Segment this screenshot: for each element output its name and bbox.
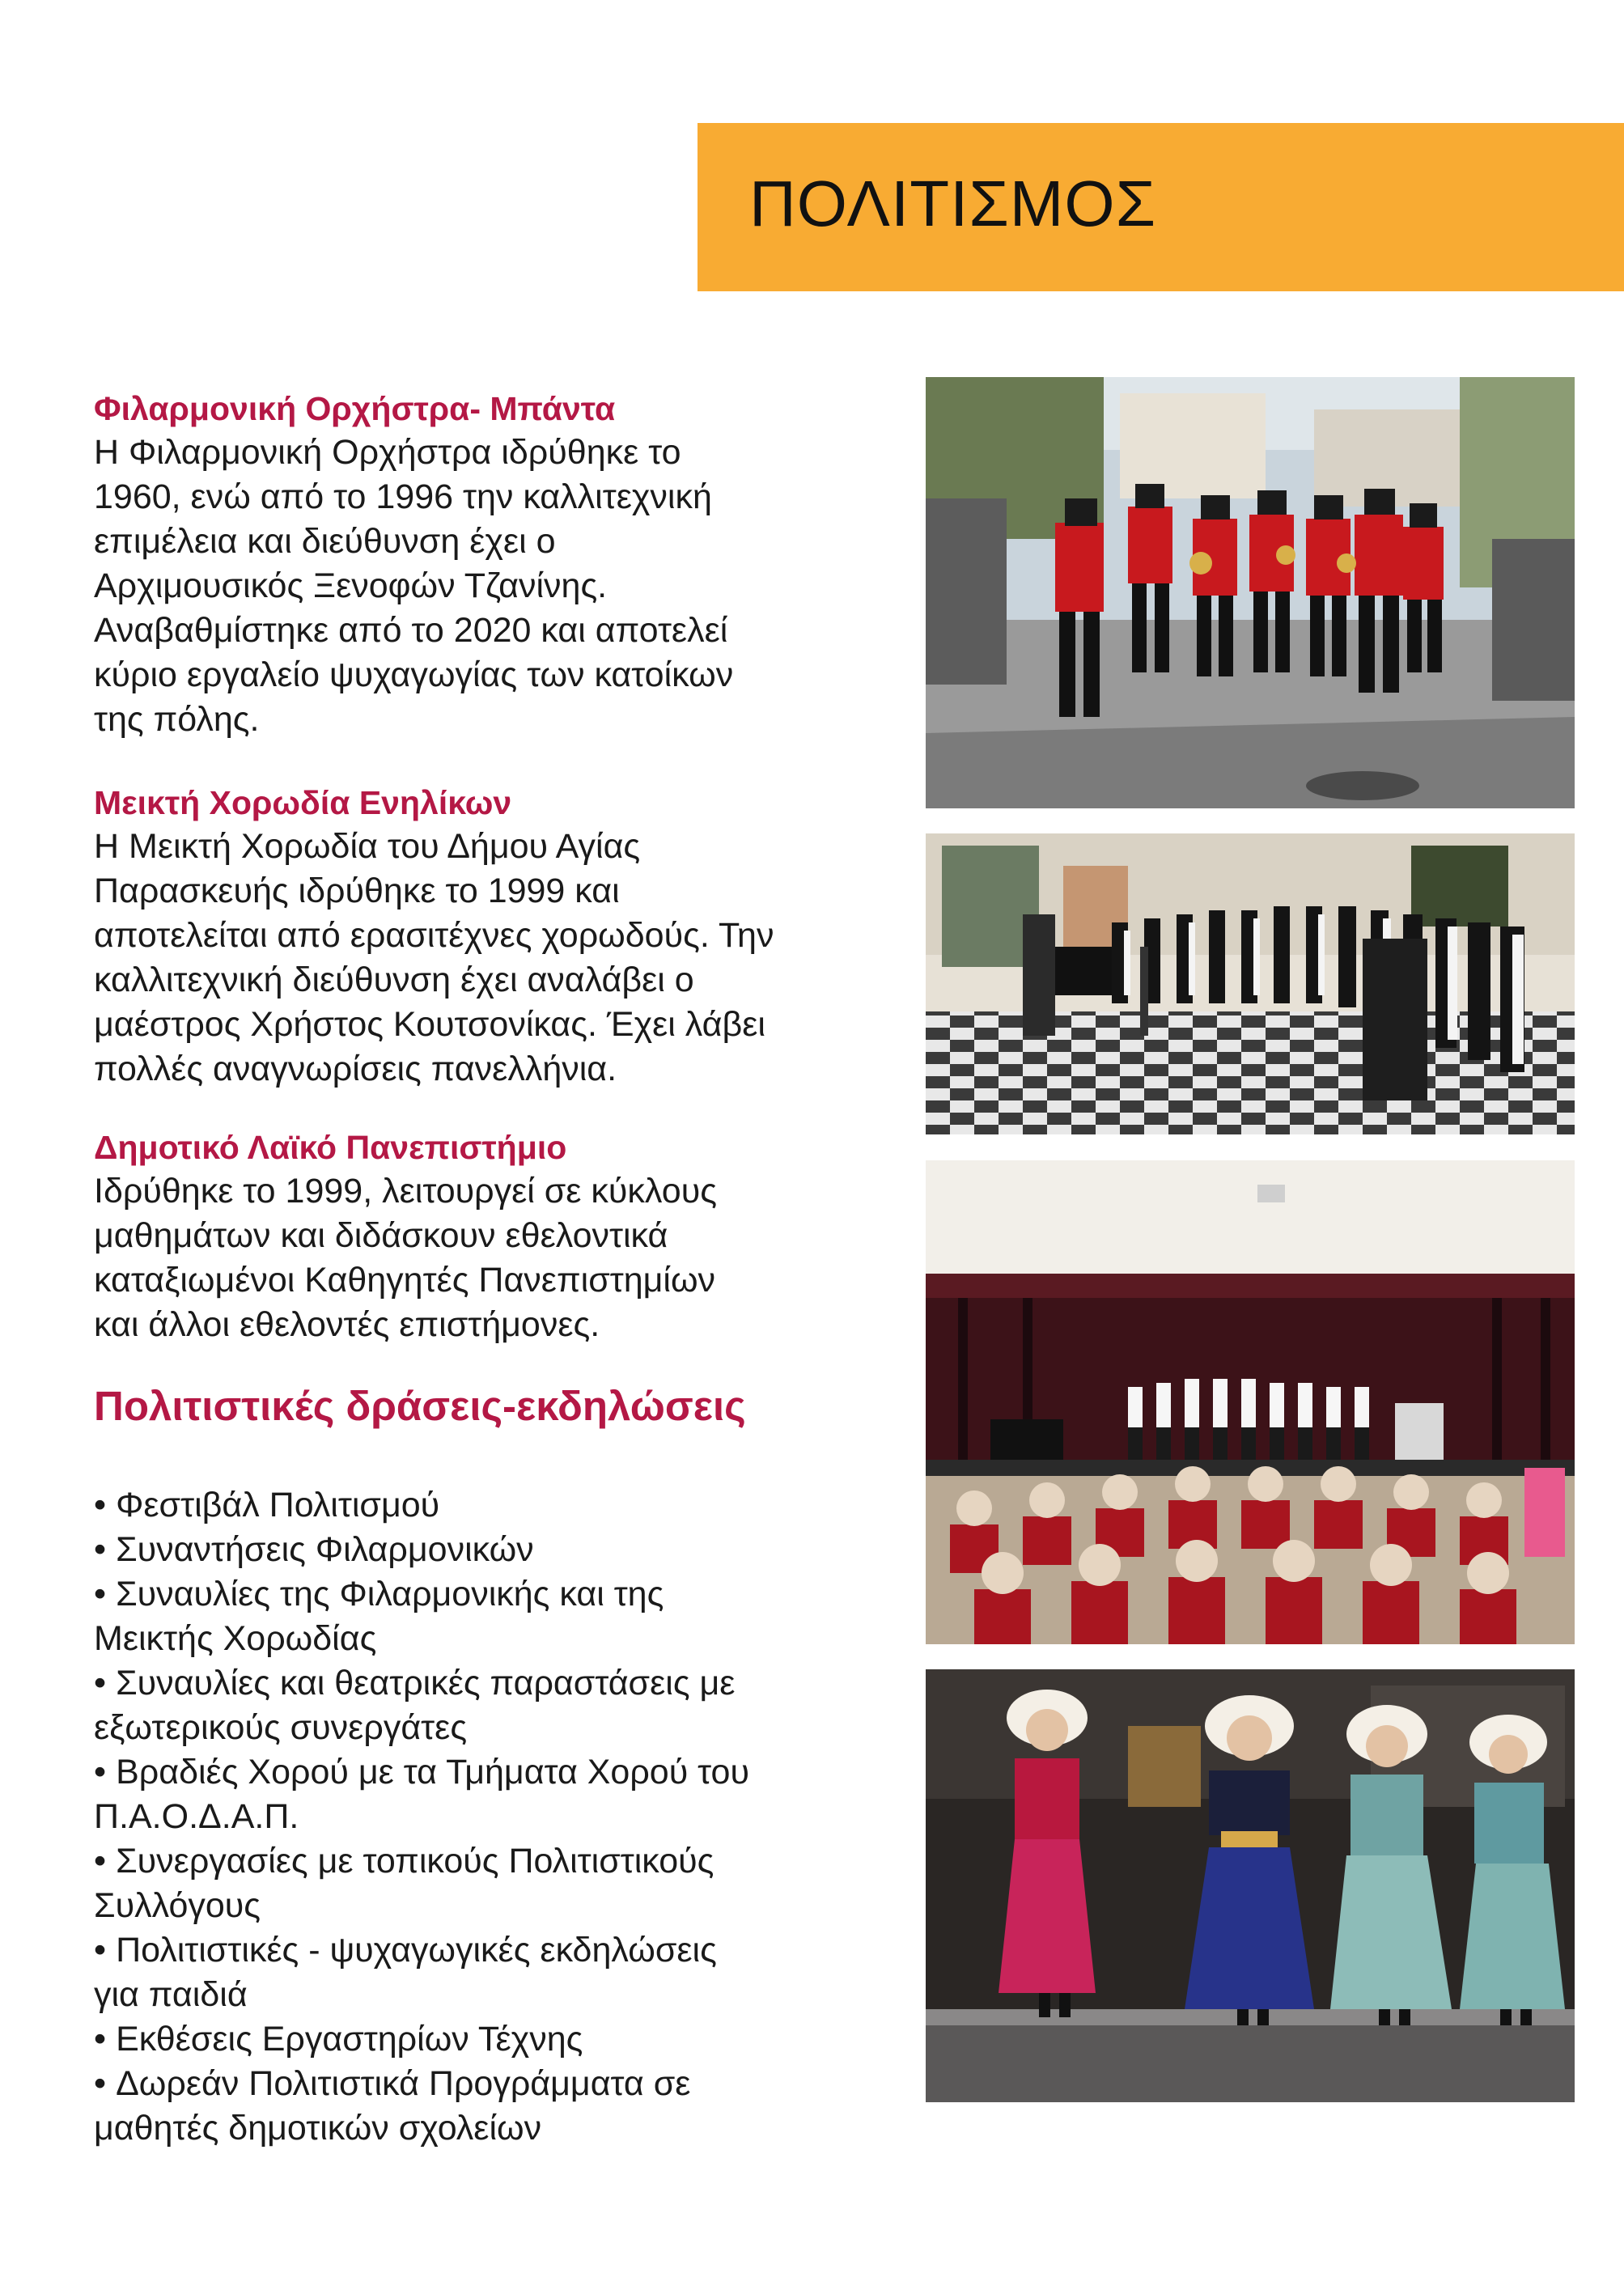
section-body — [94, 1169, 911, 1347]
section-choir — [94, 781, 911, 1092]
photo-marching-band — [926, 377, 1575, 808]
list-item: • Εκθέσεις Εργαστηρίων Τέχνης — [94, 2020, 583, 2059]
body-line: καταξιωμένοι Καθηγητές Πανεπιστημίων — [94, 1261, 716, 1300]
events-list — [94, 1483, 911, 2151]
body-line: της πόλης. — [94, 700, 260, 739]
body-line: Παρασκευής ιδρύθηκε το 1999 και — [94, 871, 620, 910]
list-item: • Δωρεάν Πολιτιστικά Προγράμματα σε μαθητές δημοτικών σχολείων — [94, 2064, 691, 2148]
body-line: και άλλοι εθελοντές επιστήμονες. — [94, 1305, 600, 1344]
body-line: πολλές αναγνωρίσεις πανελλήνια. — [94, 1049, 617, 1088]
body-line: κύριο εργαλείο ψυχαγωγίας των κατοίκων — [94, 655, 734, 694]
section-philharmonic — [94, 387, 911, 742]
section-body — [94, 430, 911, 742]
list-item: • Συνεργασίες με τοπικούς Πολιτιστικούς Συλλόγους — [94, 1842, 714, 1925]
text-column — [94, 387, 911, 2151]
body-line: καλλιτεχνική διεύθυνση έχει αναλάβει ο — [94, 960, 694, 999]
body-line: 1960, ενώ από το 1996 την καλλιτεχνική — [94, 477, 712, 516]
list-item: • Πολιτιστικές - ψυχαγωγικές εκδηλώσεις για παιδιά — [94, 1931, 717, 2014]
body-line: Η Μεικτή Χορωδία του Δήμου Αγίας — [94, 827, 641, 866]
body-line: Αρχιμουσικός Ξενοφών Τζανίνης. — [94, 566, 608, 605]
photo-traditional-dancers — [926, 1669, 1575, 2102]
list-item: • Βραδιές Χορού με τα Τμήματα Χορού του Π.Α.Ο.Δ.Α.Π. — [94, 1753, 749, 1836]
title-banner — [698, 123, 1624, 291]
body-line: μαθημάτων και διδάσκουν εθελοντικά — [94, 1216, 668, 1255]
photo-stage-concert — [926, 1160, 1575, 1644]
body-line: Αναβαθμίστηκε από το 2020 και αποτελεί — [94, 611, 728, 650]
page-title: ΠΟΛΙΤΙΣΜΟΣ — [749, 167, 1157, 240]
section-heading: Δημοτικό Λαϊκό Πανεπιστήμιο — [94, 1129, 567, 1166]
body-line: Η Φιλαρμονική Ορχήστρα ιδρύθηκε το — [94, 433, 681, 472]
body-line: μαέστρος Χρήστος Κουτσονίκας. Έχει λάβει — [94, 1005, 765, 1044]
body-line: αποτελείται από ερασιτέχνες χορωδούς. Την — [94, 916, 774, 955]
section-heading: Μεικτή Χορωδία Ενηλίκων — [94, 784, 512, 821]
list-item: • Φεστιβάλ Πολιτισμού — [94, 1486, 440, 1524]
section-university — [94, 1126, 911, 1347]
section-heading: Φιλαρμονική Ορχήστρα- Μπάντα — [94, 390, 616, 427]
events-heading: Πολιτιστικές δράσεις-εκδηλώσεις — [94, 1383, 746, 1429]
body-line: επιμέλεια και διεύθυνση έχει ο — [94, 522, 556, 561]
section-body — [94, 825, 911, 1092]
photo-choir-hall — [926, 833, 1575, 1134]
list-item: • Συναντήσεις Φιλαρμονικών — [94, 1530, 534, 1569]
body-line: Ιδρύθηκε το 1999, λειτουργεί σε κύκλους — [94, 1172, 717, 1211]
list-item: • Συναυλίες και θεατρικές παραστάσεις με εξωτερικούς συνεργάτες — [94, 1664, 736, 1747]
list-item: • Συναυλίες της Φιλαρμονικής και της Μεικτής Χορωδίας — [94, 1575, 664, 1658]
